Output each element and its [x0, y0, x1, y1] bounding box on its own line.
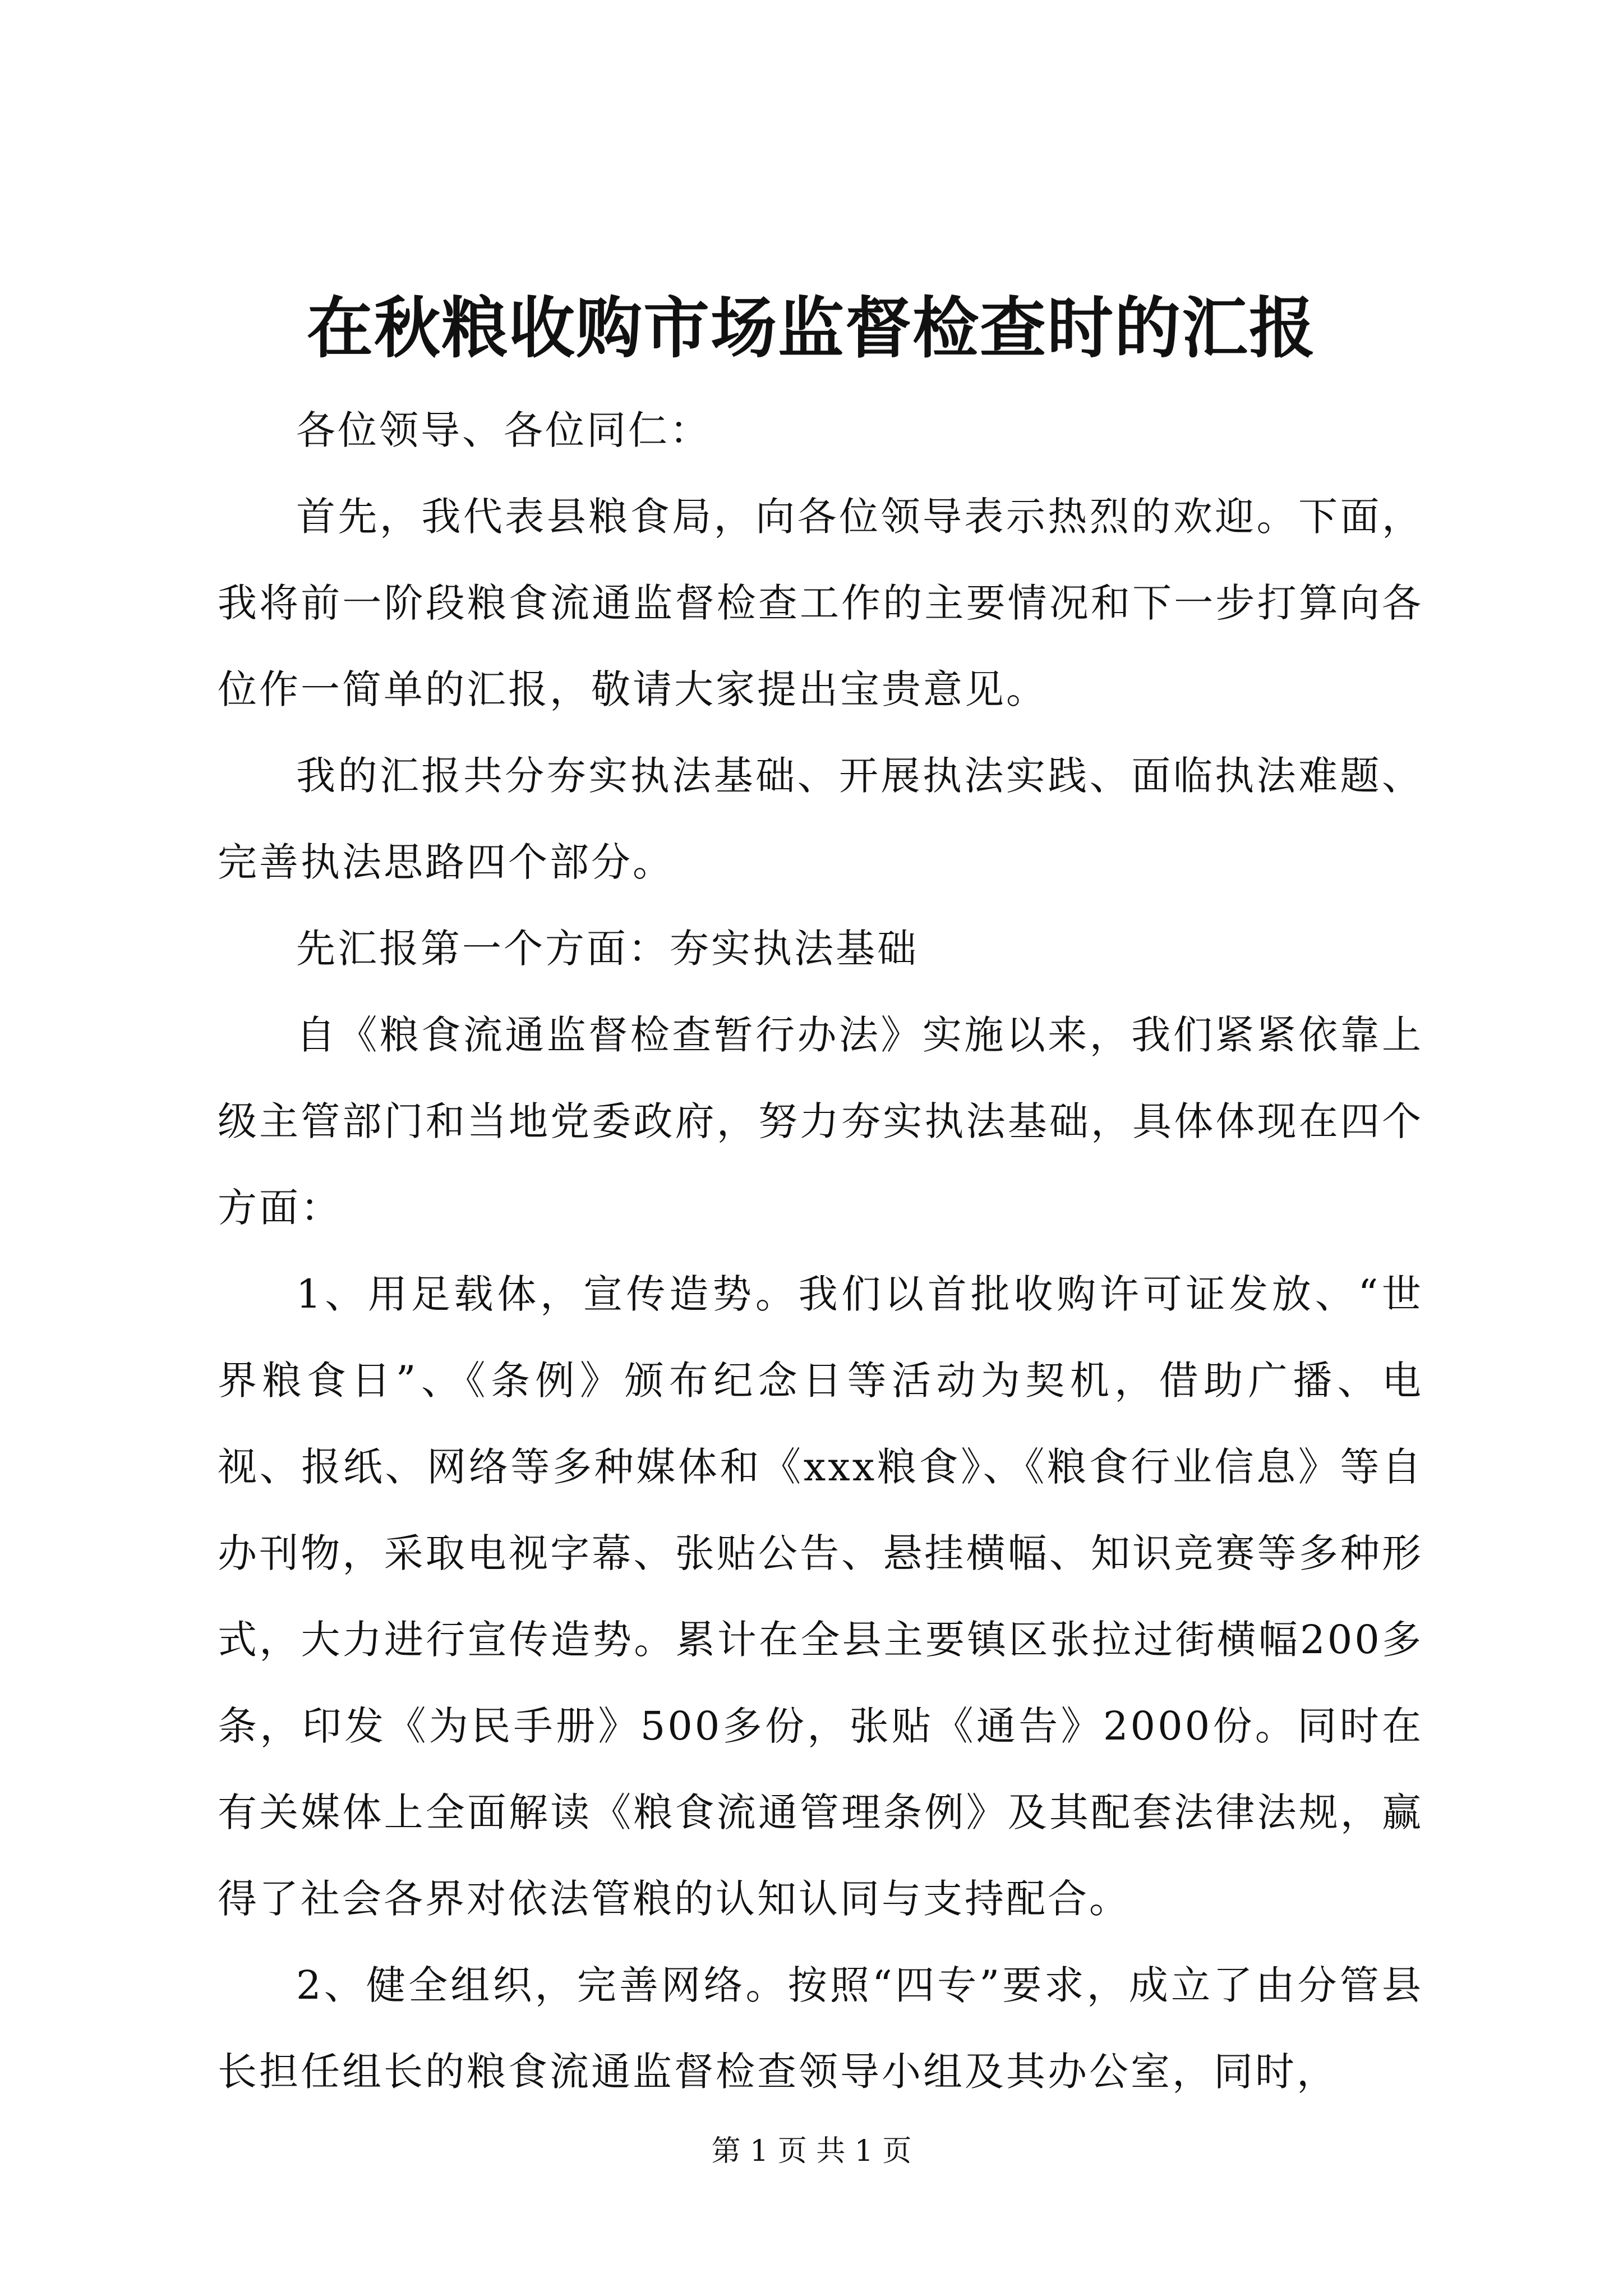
paragraph-opening: 首先，我代表县粮食局，向各位领导表示热烈的欢迎。下面，我将前一阶段粮食流通监督检查工作的主要情况和下一步打算向各位作一简单的汇报，敬请大家提出宝贵意见。: [218, 494, 1423, 712]
paragraph-outline: 我的汇报共分夯实执法基础、开展执法实践、面临执法难题、完善执法思路四个部分。: [218, 753, 1423, 885]
document-body: [218, 387, 1423, 2115]
paragraph-item-2: 2、健全组织，完善网络。按照“四专”要求，成立了由分管县长担任组长的粮食流通监督检查领导小组及其办公室，同时，: [218, 1962, 1423, 2095]
document-title: 在秋粮收购市场监督检查时的汇报: [306, 289, 1316, 367]
paragraph-section-heading: 先汇报第一个方面：夯实执法基础: [296, 926, 919, 972]
paragraph-section-intro: 自《粮食流通监督检查暂行办法》实施以来，我们紧紧依靠上级主管部门和当地党委政府，努力夯实执法基础，具体体现在四个方面：: [218, 1012, 1423, 1231]
page-number-footer: 第 1 页 共 1 页: [711, 2134, 912, 2168]
paragraph-salutation: 各位领导、各位同仁：: [296, 407, 711, 453]
paragraph-item-1: 1、用足载体，宣传造势。我们以首批收购许可证发放、“世界粮食日”、《条例》颁布纪念日等活动为契机，借助广播、电视、报纸、网络等多种媒体和《xxx粮食》、《粮食行业信息》等自办刊物，采取电视字幕、张贴公告、悬挂横幅、知识竞赛等多种形式，大力进行宣传造势。累计在全县主要镇区张拉过街横幅200多条，印发《为民手册》500多份，张贴《通告》2000份。同时在有关媒体上全面解读《粮食流通管理条例》及其配套法律法规，赢得了社会各界对依法管粮的认知认同与支持配合。: [218, 1271, 1423, 1922]
